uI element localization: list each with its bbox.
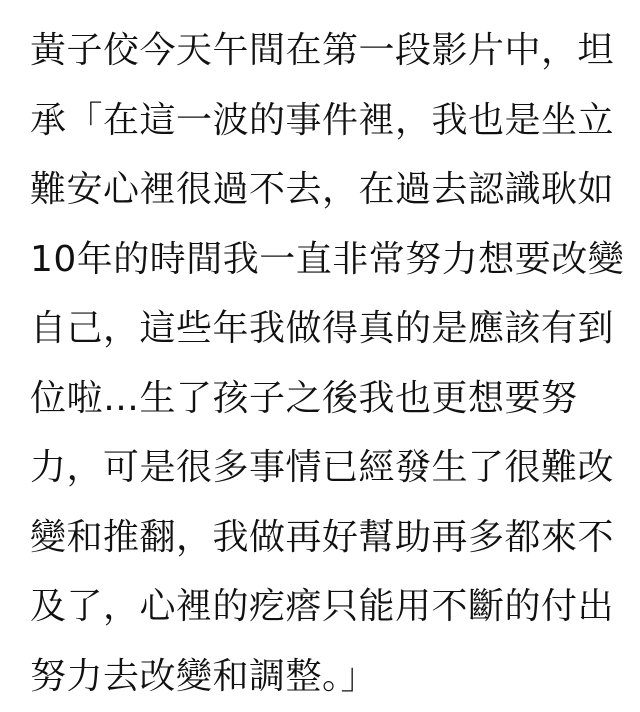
text-line: 努力去改變和調整。」 [30, 655, 378, 697]
article-text [30, 16, 630, 711]
text-line: 10年的時間我一直非常努力想要改變 [30, 238, 625, 280]
text-line: 變和推翻，我做再好幫助再多都來不 [30, 516, 615, 558]
text-line: 黃子佼今天午間在第一段影片中，坦 [30, 30, 615, 71]
text-line: 位啦…生了孩子之後我也更想要努 [30, 377, 578, 419]
text-line: 及了，心裡的疙瘩只能用不斷的付出 [30, 586, 615, 627]
text-line: 力，可是很多事情已經發生了很難改 [30, 447, 615, 488]
text-line: 自己，這些年我做得真的是應該有到 [30, 308, 615, 349]
text-line: 承「在這一波的事件裡，我也是坐立 [30, 99, 615, 141]
text-line: 難安心裡很過不去，在過去認識耿如 [30, 169, 615, 210]
